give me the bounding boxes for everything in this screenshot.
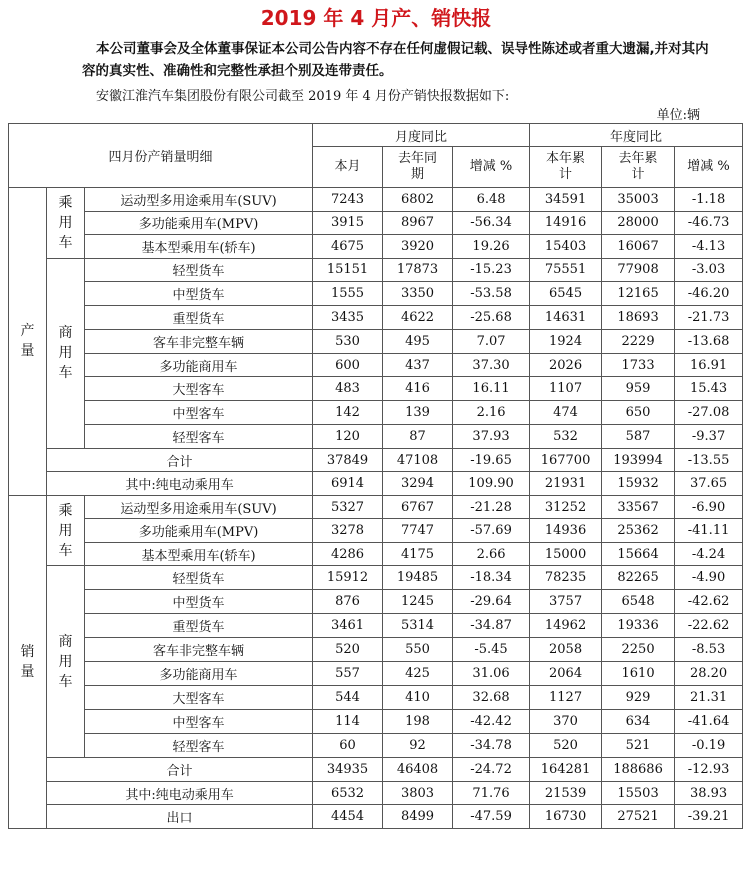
cell-change-pct-yearly: -41.64 xyxy=(675,710,743,734)
report-title: 2019 年 4 月产、销快报 xyxy=(260,6,492,30)
header-change-pct-yearly: 增减 % xyxy=(675,147,743,188)
header-yearly: 年度同比 xyxy=(530,124,743,147)
cell-change-pct: -47.59 xyxy=(453,805,530,829)
cell-ytd: 15000 xyxy=(530,542,602,566)
cell-category: 多功能乘用车(MPV) xyxy=(85,519,313,543)
cell-this-month: 114 xyxy=(313,710,383,734)
cell-this-month: 120 xyxy=(313,425,383,449)
commercial-group-label: 商 用 车 xyxy=(47,566,85,758)
cell-change-pct: 6.48 xyxy=(453,188,530,212)
cell-change-pct-yearly: -13.55 xyxy=(675,448,743,472)
cell-category: 客车非完整车辆 xyxy=(85,329,313,353)
cell-this-month: 142 xyxy=(313,401,383,425)
cell-this-month: 4454 xyxy=(313,805,383,829)
cell-last-year-same: 5314 xyxy=(383,614,453,638)
cell-category: 轻型货车 xyxy=(85,258,313,282)
cell-ytd: 370 xyxy=(530,710,602,734)
cell-this-month: 3915 xyxy=(313,211,383,235)
cell-ytd: 1127 xyxy=(530,686,602,710)
cell-this-month: 34935 xyxy=(313,758,383,782)
cell-change-pct-yearly: -41.11 xyxy=(675,519,743,543)
cell-last-year-same: 4622 xyxy=(383,306,453,330)
table-row xyxy=(9,662,743,686)
cell-change-pct: -15.23 xyxy=(453,258,530,282)
cell-last-year-same: 3350 xyxy=(383,282,453,306)
table-row xyxy=(9,638,743,662)
cell-last-ytd: 25362 xyxy=(602,519,675,543)
table-row xyxy=(9,519,743,543)
table-row xyxy=(9,781,743,805)
cell-ytd: 1107 xyxy=(530,377,602,401)
cell-last-ytd: 929 xyxy=(602,686,675,710)
cell-last-ytd: 77908 xyxy=(602,258,675,282)
cell-category: 中型客车 xyxy=(85,710,313,734)
cell-change-pct-yearly: -0.19 xyxy=(675,734,743,758)
cell-category: 中型客车 xyxy=(85,401,313,425)
table-row xyxy=(9,329,743,353)
header-last-year-same: 去年同期 xyxy=(383,147,453,188)
table-row xyxy=(9,353,743,377)
cell-this-month: 15912 xyxy=(313,566,383,590)
table-row xyxy=(9,590,743,614)
cell-change-pct-yearly: -42.62 xyxy=(675,590,743,614)
cell-this-month: 530 xyxy=(313,329,383,353)
table-row xyxy=(9,805,743,829)
cell-change-pct: 37.30 xyxy=(453,353,530,377)
cell-last-year-same: 17873 xyxy=(383,258,453,282)
cell-last-year-same: 19485 xyxy=(383,566,453,590)
cell-ytd: 2026 xyxy=(530,353,602,377)
cell-change-pct: -18.34 xyxy=(453,566,530,590)
cell-ytd: 14916 xyxy=(530,211,602,235)
cell-last-ytd: 27521 xyxy=(602,805,675,829)
cell-last-year-same: 550 xyxy=(383,638,453,662)
cell-ev-label: 其中:纯电动乘用车 xyxy=(47,781,313,805)
cell-change-pct: -5.45 xyxy=(453,638,530,662)
table-row xyxy=(9,306,743,330)
cell-last-ytd: 82265 xyxy=(602,566,675,590)
cell-this-month: 60 xyxy=(313,734,383,758)
cell-change-pct-yearly: -1.18 xyxy=(675,188,743,212)
table-row xyxy=(9,377,743,401)
cell-ytd: 167700 xyxy=(530,448,602,472)
table-row xyxy=(9,495,743,519)
table-row xyxy=(9,758,743,782)
table-row xyxy=(9,448,743,472)
cell-ytd: 520 xyxy=(530,734,602,758)
header-change-pct: 增减 % xyxy=(453,147,530,188)
cell-last-ytd: 587 xyxy=(602,425,675,449)
cell-last-ytd: 1733 xyxy=(602,353,675,377)
cell-change-pct-yearly: 28.20 xyxy=(675,662,743,686)
board-declaration: 本公司董事会及全体董事保证本公司公告内容不存在任何虚假记载、误导性陈述或者重大遗漏,并对其内容的真实性、准确性和完整性承担个别及连带责任。 xyxy=(82,41,709,79)
cell-category: 运动型多用途乘用车(SUV) xyxy=(85,188,313,212)
cell-last-year-same: 3294 xyxy=(383,472,453,496)
cell-category: 基本型乘用车(轿车) xyxy=(85,235,313,259)
cell-last-year-same: 3920 xyxy=(383,235,453,259)
cell-change-pct-yearly: -21.73 xyxy=(675,306,743,330)
table-row xyxy=(9,542,743,566)
cell-change-pct: -53.58 xyxy=(453,282,530,306)
passenger-group-label: 乘 用 车 xyxy=(47,188,85,259)
cell-change-pct-yearly: -46.20 xyxy=(675,282,743,306)
cell-last-year-same: 425 xyxy=(383,662,453,686)
cell-change-pct: -21.28 xyxy=(453,495,530,519)
cell-change-pct: -25.68 xyxy=(453,306,530,330)
cell-ytd: 34591 xyxy=(530,188,602,212)
cell-change-pct: 32.68 xyxy=(453,686,530,710)
cell-category: 运动型多用途乘用车(SUV) xyxy=(85,495,313,519)
table-row xyxy=(9,211,743,235)
cell-category: 客车非完整车辆 xyxy=(85,638,313,662)
cell-change-pct-yearly: -46.73 xyxy=(675,211,743,235)
cell-last-year-same: 6767 xyxy=(383,495,453,519)
cell-last-ytd: 6548 xyxy=(602,590,675,614)
cell-this-month: 4675 xyxy=(313,235,383,259)
cell-last-ytd: 12165 xyxy=(602,282,675,306)
cell-change-pct: -42.42 xyxy=(453,710,530,734)
cell-change-pct-yearly: -8.53 xyxy=(675,638,743,662)
table-row xyxy=(9,566,743,590)
cell-ytd: 14936 xyxy=(530,519,602,543)
cell-last-ytd: 2250 xyxy=(602,638,675,662)
cell-this-month: 3435 xyxy=(313,306,383,330)
cell-ytd: 15403 xyxy=(530,235,602,259)
cell-this-month: 3278 xyxy=(313,519,383,543)
cell-last-year-same: 92 xyxy=(383,734,453,758)
cell-ytd: 474 xyxy=(530,401,602,425)
cell-last-year-same: 1245 xyxy=(383,590,453,614)
cell-last-ytd: 19336 xyxy=(602,614,675,638)
cell-this-month: 1555 xyxy=(313,282,383,306)
cell-last-ytd: 634 xyxy=(602,710,675,734)
table-row xyxy=(9,710,743,734)
table-row xyxy=(9,188,743,212)
cell-change-pct: -19.65 xyxy=(453,448,530,472)
cell-change-pct-yearly: -27.08 xyxy=(675,401,743,425)
cell-this-month: 15151 xyxy=(313,258,383,282)
header-detail: 四月份产销量明细 xyxy=(9,124,313,188)
cell-last-ytd: 188686 xyxy=(602,758,675,782)
cell-change-pct-yearly: -4.13 xyxy=(675,235,743,259)
cell-ytd: 2058 xyxy=(530,638,602,662)
cell-change-pct-yearly: 37.65 xyxy=(675,472,743,496)
cell-this-month: 520 xyxy=(313,638,383,662)
cell-ytd: 78235 xyxy=(530,566,602,590)
cell-last-ytd: 28000 xyxy=(602,211,675,235)
cell-last-ytd: 650 xyxy=(602,401,675,425)
cell-change-pct: -57.69 xyxy=(453,519,530,543)
cell-ytd: 31252 xyxy=(530,495,602,519)
cell-category: 基本型乘用车(轿车) xyxy=(85,542,313,566)
production-section-label: 产 量 xyxy=(9,188,47,496)
cell-last-ytd: 15932 xyxy=(602,472,675,496)
cell-last-ytd: 193994 xyxy=(602,448,675,472)
cell-category: 大型客车 xyxy=(85,686,313,710)
header-monthly: 月度同比 xyxy=(313,124,530,147)
cell-ytd: 14962 xyxy=(530,614,602,638)
cell-this-month: 7243 xyxy=(313,188,383,212)
cell-ytd: 21539 xyxy=(530,781,602,805)
cell-ytd: 3757 xyxy=(530,590,602,614)
cell-change-pct: 109.90 xyxy=(453,472,530,496)
cell-change-pct: -56.34 xyxy=(453,211,530,235)
cell-category: 轻型客车 xyxy=(85,734,313,758)
cell-change-pct: 19.26 xyxy=(453,235,530,259)
table-row xyxy=(9,472,743,496)
cell-last-ytd: 959 xyxy=(602,377,675,401)
header-this-month: 本月 xyxy=(313,147,383,188)
cell-category: 多功能乘用车(MPV) xyxy=(85,211,313,235)
cell-last-year-same: 495 xyxy=(383,329,453,353)
cell-this-month: 6532 xyxy=(313,781,383,805)
table-row xyxy=(9,425,743,449)
cell-last-year-same: 8967 xyxy=(383,211,453,235)
cell-last-ytd: 18693 xyxy=(602,306,675,330)
table-row xyxy=(9,235,743,259)
cell-this-month: 6914 xyxy=(313,472,383,496)
cell-change-pct-yearly: -6.90 xyxy=(675,495,743,519)
cell-change-pct: 2.66 xyxy=(453,542,530,566)
sales-section-label: 销 量 xyxy=(9,495,47,828)
cell-change-pct-yearly: 16.91 xyxy=(675,353,743,377)
cell-this-month: 876 xyxy=(313,590,383,614)
table-row xyxy=(9,401,743,425)
cell-category: 重型货车 xyxy=(85,306,313,330)
cell-last-year-same: 8499 xyxy=(383,805,453,829)
cell-last-ytd: 33567 xyxy=(602,495,675,519)
cell-total-label: 合计 xyxy=(47,758,313,782)
cell-category: 中型货车 xyxy=(85,590,313,614)
cell-change-pct: 7.07 xyxy=(453,329,530,353)
cell-last-year-same: 3803 xyxy=(383,781,453,805)
cell-last-year-same: 410 xyxy=(383,686,453,710)
cell-last-year-same: 47108 xyxy=(383,448,453,472)
cell-change-pct: 16.11 xyxy=(453,377,530,401)
cell-change-pct-yearly: 38.93 xyxy=(675,781,743,805)
cell-last-year-same: 416 xyxy=(383,377,453,401)
cell-change-pct-yearly: 15.43 xyxy=(675,377,743,401)
cell-category: 多功能商用车 xyxy=(85,662,313,686)
cell-ytd: 6545 xyxy=(530,282,602,306)
unit-label: 单位:辆 xyxy=(656,108,700,123)
cell-last-ytd: 15664 xyxy=(602,542,675,566)
commercial-group-label: 商 用 车 xyxy=(47,258,85,448)
cell-this-month: 600 xyxy=(313,353,383,377)
cell-change-pct: 37.93 xyxy=(453,425,530,449)
cell-change-pct: 71.76 xyxy=(453,781,530,805)
cell-ytd: 2064 xyxy=(530,662,602,686)
cell-change-pct-yearly: -13.68 xyxy=(675,329,743,353)
cell-last-year-same: 7747 xyxy=(383,519,453,543)
cell-export-label: 出口 xyxy=(47,805,313,829)
cell-this-month: 557 xyxy=(313,662,383,686)
cell-ytd: 21931 xyxy=(530,472,602,496)
cell-last-ytd: 15503 xyxy=(602,781,675,805)
cell-change-pct-yearly: -4.24 xyxy=(675,542,743,566)
cell-change-pct: -34.87 xyxy=(453,614,530,638)
header-ytd: 本年累计 xyxy=(530,147,602,188)
cell-this-month: 37849 xyxy=(313,448,383,472)
report-intro: 安徽江淮汽车集团股份有限公司截至 2019 年 4 月份产销快报数据如下: xyxy=(96,89,510,104)
table-row xyxy=(9,686,743,710)
cell-change-pct: 31.06 xyxy=(453,662,530,686)
cell-change-pct: 2.16 xyxy=(453,401,530,425)
cell-change-pct: -34.78 xyxy=(453,734,530,758)
cell-change-pct: -29.64 xyxy=(453,590,530,614)
header-last-ytd: 去年累计 xyxy=(602,147,675,188)
cell-change-pct-yearly: -12.93 xyxy=(675,758,743,782)
cell-last-ytd: 2229 xyxy=(602,329,675,353)
cell-last-ytd: 1610 xyxy=(602,662,675,686)
cell-last-year-same: 6802 xyxy=(383,188,453,212)
cell-ytd: 75551 xyxy=(530,258,602,282)
cell-change-pct-yearly: -3.03 xyxy=(675,258,743,282)
cell-ytd: 164281 xyxy=(530,758,602,782)
cell-last-ytd: 35003 xyxy=(602,188,675,212)
cell-change-pct-yearly: -4.90 xyxy=(675,566,743,590)
cell-change-pct-yearly: 21.31 xyxy=(675,686,743,710)
cell-last-year-same: 46408 xyxy=(383,758,453,782)
table-row xyxy=(9,258,743,282)
cell-this-month: 3461 xyxy=(313,614,383,638)
cell-last-year-same: 437 xyxy=(383,353,453,377)
cell-ytd: 532 xyxy=(530,425,602,449)
cell-last-year-same: 87 xyxy=(383,425,453,449)
cell-category: 轻型货车 xyxy=(85,566,313,590)
header-row-1 xyxy=(9,124,743,147)
cell-last-ytd: 16067 xyxy=(602,235,675,259)
cell-ytd: 14631 xyxy=(530,306,602,330)
cell-category: 大型客车 xyxy=(85,377,313,401)
cell-change-pct: -24.72 xyxy=(453,758,530,782)
cell-category: 中型货车 xyxy=(85,282,313,306)
cell-last-year-same: 139 xyxy=(383,401,453,425)
cell-ev-label: 其中:纯电动乘用车 xyxy=(47,472,313,496)
production-sales-table xyxy=(8,123,743,829)
cell-last-year-same: 4175 xyxy=(383,542,453,566)
cell-change-pct-yearly: -22.62 xyxy=(675,614,743,638)
passenger-group-label: 乘 用 车 xyxy=(47,495,85,566)
cell-category: 多功能商用车 xyxy=(85,353,313,377)
table-row xyxy=(9,282,743,306)
cell-total-label: 合计 xyxy=(47,448,313,472)
cell-category: 轻型客车 xyxy=(85,425,313,449)
table-row xyxy=(9,614,743,638)
cell-last-ytd: 521 xyxy=(602,734,675,758)
cell-ytd: 16730 xyxy=(530,805,602,829)
cell-this-month: 5327 xyxy=(313,495,383,519)
cell-ytd: 1924 xyxy=(530,329,602,353)
cell-this-month: 4286 xyxy=(313,542,383,566)
cell-last-year-same: 198 xyxy=(383,710,453,734)
cell-this-month: 483 xyxy=(313,377,383,401)
cell-change-pct-yearly: -9.37 xyxy=(675,425,743,449)
cell-this-month: 544 xyxy=(313,686,383,710)
table-row xyxy=(9,734,743,758)
cell-change-pct-yearly: -39.21 xyxy=(675,805,743,829)
cell-category: 重型货车 xyxy=(85,614,313,638)
